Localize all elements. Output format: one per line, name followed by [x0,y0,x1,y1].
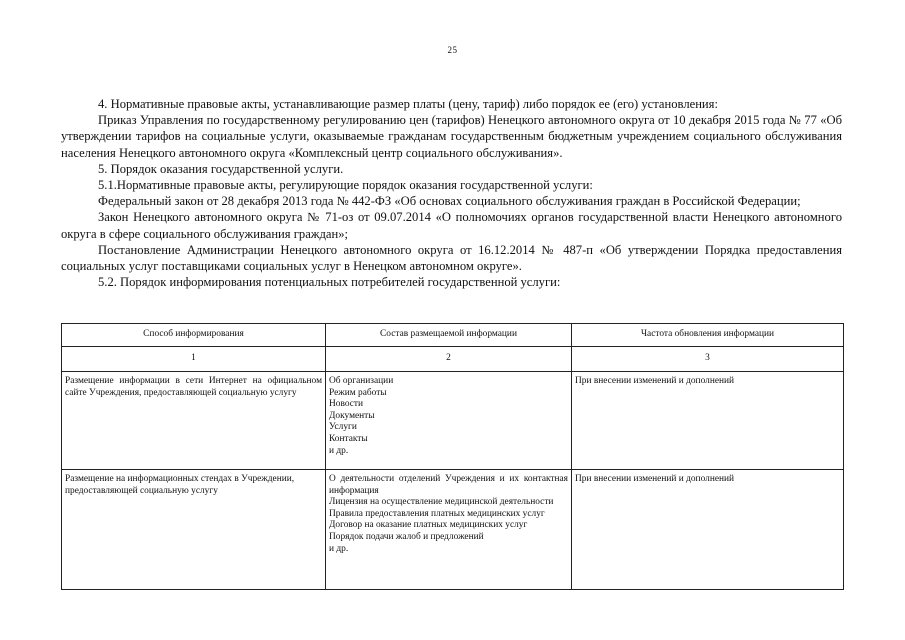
column-number-1: 1 [62,347,326,372]
row-frequency: При внесении изменений и дополнений [572,470,844,590]
content-item: Услуги [329,422,357,433]
content-item: Контакты [329,433,368,444]
paragraph-tariff-order: Приказ Управления по государственному регулированию цен (тарифов) Ненецкого автономного округа от 10 декабря 2015 года № 77 «Об утверждении тарифов на социальные услуги, оказываемые гражданам государственным бюджетным учреждением социального обслуживания населения Ненецкого автономного округа «Комплексный центр социального обслуживания». [61,113,842,160]
paragraph-section-5-2: 5.2. Порядок информирования потенциальных потребителей государственной услуги: [98,275,561,290]
header-contents: Состав размещаемой информации [326,324,572,347]
paragraph-section-4: 4. Нормативные правовые акты, устанавливающие размер платы (цену, тариф) либо порядок ее (его) установления: [98,97,718,111]
content-item: Новости [329,399,364,410]
paragraph-resolution: Постановление Администрации Ненецкого автономного округа от 16.12.2014 № 487-п «Об утверждении Порядка предоставления социальных услуг поставщиками социальных услуг в Ненецком автономном округе». [61,242,842,274]
content-item: и др. [329,445,349,456]
content-item: Договор на оказание платных медицинских услуг [329,520,528,531]
paragraph-federal-law: Федеральный закон от 28 декабря 2013 года № 442-ФЗ «Об основах социального обслуживания граждан в Российской Федерации; [98,194,801,209]
header-method: Способ информирования [62,324,326,347]
table-header-row [62,324,844,347]
table-row [62,372,844,470]
content-item: Лицензия на осуществление медицинской деятельности [329,497,554,508]
content-item: Порядок подачи жалоб и предложений [329,531,484,542]
row-method: Размещение на информационных стендах в Учреждении, предоставляющей социальную услугу [62,470,326,590]
column-number-3: 3 [572,347,844,372]
content-item: О деятельности отделений Учреждения и их контактная информация [329,474,568,496]
page-number: 25 [447,45,458,55]
content-item: Документы [329,410,375,421]
row-frequency: При внесении изменений и дополнений [572,372,844,470]
row-contents [326,372,572,470]
document-body [61,96,842,290]
paragraph-regional-law: Закон Ненецкого автономного округа № 71-оз от 09.07.2014 «О полномочиях органов государственной власти Ненецкого автономного округа в сфере социального обслуживания граждан»; [61,210,842,241]
table-row [62,470,844,590]
column-number-2: 2 [326,347,572,372]
row-contents [326,470,572,590]
paragraph-section-5: 5. Порядок оказания государственной услуги. [98,161,344,176]
paragraph-section-5-1: 5.1.Нормативные правовые акты, регулирующие порядок оказания государственной услуги: [98,178,593,193]
row-method: Размещение информации в сети Интернет на официальном сайте Учреждения, предоставляющей социальную услугу [62,372,326,470]
content-item: Режим работы [329,387,387,398]
table-number-row [62,347,844,372]
header-frequency: Частота обновления информации [572,324,844,347]
information-table [61,323,844,590]
content-item: Правила предоставления платных медицинских услуг [329,508,545,519]
content-item: Об организации [329,376,394,386]
content-item: и др. [329,543,349,554]
